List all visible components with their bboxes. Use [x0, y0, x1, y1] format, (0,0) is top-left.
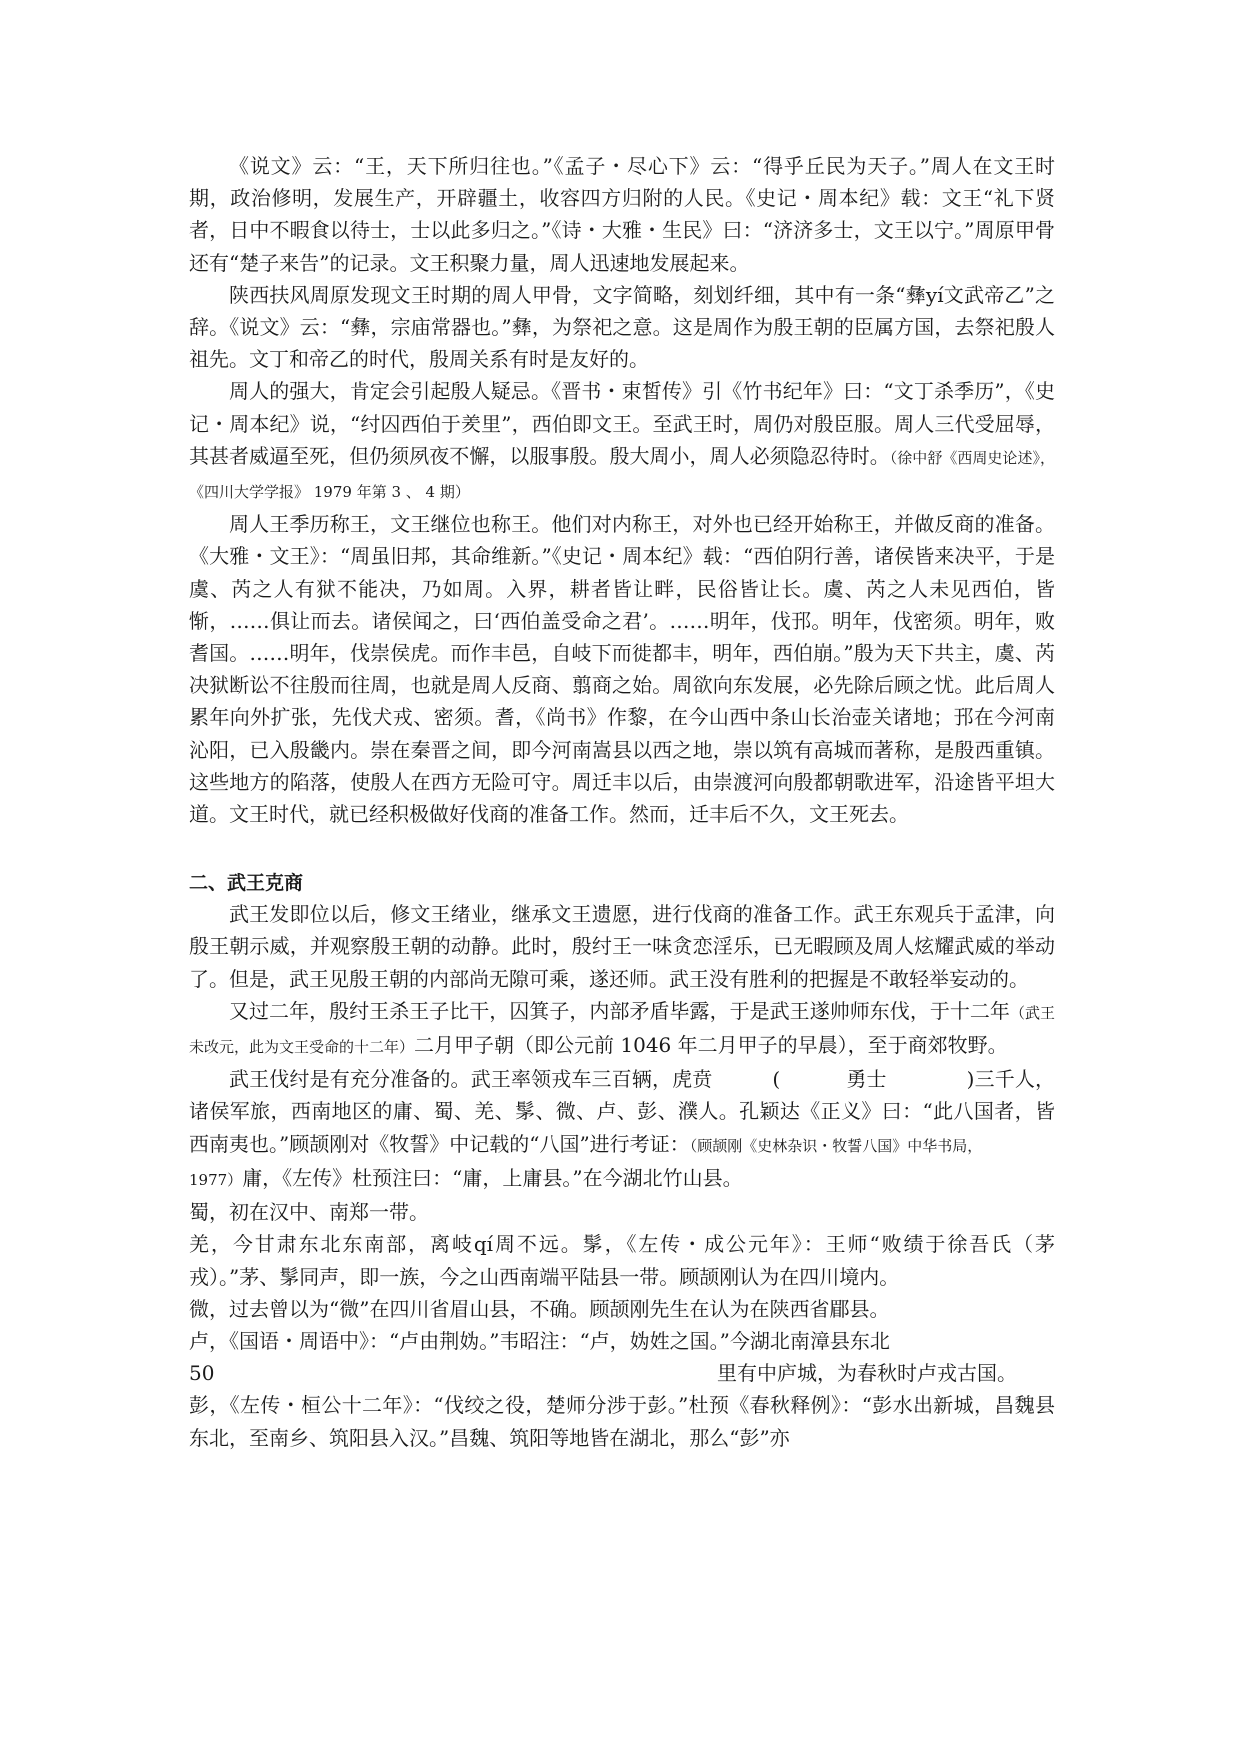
paragraph-7-citation: （顾颉刚《史林杂识・牧誓八国》中华书局， [689, 1136, 983, 1155]
paragraph-2: 陕西扶风周原发现文王时期的周人甲骨，文字简略，刻划纤细，其中有一条“彝yí文武帝乙”之辞。《说文》云：“彝，宗庙常器也。”彝，为祭祀之意。这是周作为殷王朝的臣属方国，去祭祀殷人祖先。文丁和帝乙的时代，殷周关系有时是友好的。 [189, 282, 1055, 372]
page-number: 50 [189, 1361, 215, 1386]
paragraph-6-text-b: 二月甲子朝（即公元前 1046 年二月甲子的早晨），至于商郊牧野。 [414, 1033, 1008, 1058]
paragraph-7-paren-close: ) [966, 1067, 975, 1092]
page-number-line [189, 1357, 1055, 1389]
line-shu: 蜀，初在汉中、南郑一带。 [189, 1200, 429, 1225]
paragraph-7-paren-open: ( [772, 1067, 781, 1092]
paragraph-6 [189, 995, 1055, 1063]
paragraph-6-text-a: 又过二年，殷纣王杀王子比干，囚箕子，内部矛盾毕露，于是武王遂帅师东伐，于十二年 [229, 998, 1010, 1023]
paragraph-6-note: （武王未改元，此为文王受命的十二年） [189, 1003, 1055, 1057]
paragraph-7-text-b: 三千人，诸侯军旅，西南地区的庸、蜀、羌、髳、微、卢、彭、濮人。孔颖达《正义》曰：“此八国者，皆西南夷也。”顾颉刚对《牧誓》中记载的“八国”进行考证： [189, 1067, 1056, 1156]
line-lu-continued: 里有中庐城，为春秋时卢戎古国。 [717, 1361, 1017, 1386]
paragraph-5: 武王发即位以后，修文王绪业，继承文王遗愿，进行伐商的准备工作。武王东观兵于孟津，向殷王朝示威，并观察殷王朝的动静。此时，殷纣王一味贪恋淫乐，已无暇顾及周人炫耀武威的举动了。但是，武王见殷王朝的内部尚无隙可乘，遂还师。武王没有胜利的把握是不敢轻举妄动的。 [189, 902, 1055, 991]
paragraph-7-brave-warriors: 勇士 [846, 1067, 887, 1092]
paragraph-4: 周人王季历称王，文王继位也称王。他们对内称王，对外也已经开始称王，并做反商的准备。《大雅・文王》：“周虽旧邦，其命维新。”《史记・周本纪》载：“西伯阴行善，诸侯皆来决平，于是虞、芮之人有狱不能决，乃如周。入界，耕者皆让畔，民俗皆让长。虞、芮之人未见西伯，皆惭，……俱让而去。诸侯闻之，曰‘西伯盖受命之君’。……明年，伐邘。明年，伐密须。明年，败耆国。……明年，伐崇侯虎。而作丰邑，自岐下而徙都丰，明年，西伯崩。”殷为天下共主，虞、芮决狱断讼不往殷而往周，也就是周人反商、翦商之始。周欲向东发展，必先除后顾之忧。此后周人累年向外扩张，先伐犬戎、密须。耆，《尚书》作黎，在今山西中条山长治壶关诸地；邘在今河南沁阳，已入殷畿内。崇在秦晋之间，即今河南嵩县以西之地，崇以筑有高城而著称，是殷西重镇。这些地方的陷落，使殷人在西方无险可守。周迁丰以后，由崇渡河向殷都朝歌进军，沿途皆平坦大道。文王时代，就已经积极做好伐商的准备工作。然而，迁丰后不久，文王死去。 [189, 512, 1055, 827]
page-content [189, 150, 1055, 1454]
paragraph-7-citation-year: 1977） [189, 1170, 243, 1189]
paragraph-3-text: 周人的强大，肯定会引起殷人疑忌。《晋书・束皙传》引《竹书纪年》曰：“文丁杀季历”，《史记・周本纪》说，“纣囚西伯于羑里”，西伯即文王。至武王时，周仍对殷臣服。周人三代受屈辱，其甚者威逼至死，但仍须夙夜不懈，以服事殷。殷大周小，周人必须隐忍待时。 [189, 379, 1055, 468]
paragraph-1: 《说文》云：“王，天下所归往也。”《孟子・尽心下》云：“得乎丘民为天子。”周人在文王时期，政治修明，发展生产，开辟疆土，收容四方归附的人民。《史记・周本纪》载：文王“礼下贤者，日中不暇食以待士，士以此多归之。”《诗・大雅・生民》曰：“济济多士，文王以宁。”周原甲骨还有“楚子来告”的记录。文王积聚力量，周人迅速地发展起来。 [189, 154, 1055, 275]
paragraph-3-citation: （徐中舒《西周史论述》，《四川大学学报》 1979 年第 3 、 4 期） [189, 448, 1055, 502]
paragraph-7-text-c: 庸，《左传》杜预注曰：“庸，上庸县。”在今湖北竹山县。 [242, 1165, 743, 1190]
paragraph-3 [189, 375, 1055, 508]
line-qiang: 羌，今甘肃东北东南部，离岐qí周不远。髳，《左传・成公元年》：王师“败绩于徐吾氏（茅戎）。”茅、髳同声，即一族，今之山西南端平陆县一带。顾颉刚认为在四川境内。 [189, 1232, 1055, 1289]
paragraph-7-text-a: 武王伐纣是有充分准备的。武王率领戎车三百辆，虎贲 [229, 1067, 713, 1092]
section-heading: 二、武王克商 [189, 872, 304, 895]
line-wei: 微，过去曾以为“微”在四川省眉山县，不确。顾颉刚先生在认为在陕西省郿县。 [189, 1296, 890, 1321]
line-peng: 彭，《左传・桓公十二年》：“伐绞之役，楚师分涉于彭。”杜预《春秋释例》：“彭水出新城，昌魏县东北，至南乡、筑阳县入汉。”昌魏、筑阳等地皆在湖北，那么“彭”亦 [189, 1393, 1055, 1450]
paragraph-7 [189, 1063, 1055, 1196]
line-lu: 卢，《国语・周语中》：“卢由荆妫。”韦昭注：“卢，妫姓之国。”今湖北南漳县东北 [189, 1328, 890, 1353]
